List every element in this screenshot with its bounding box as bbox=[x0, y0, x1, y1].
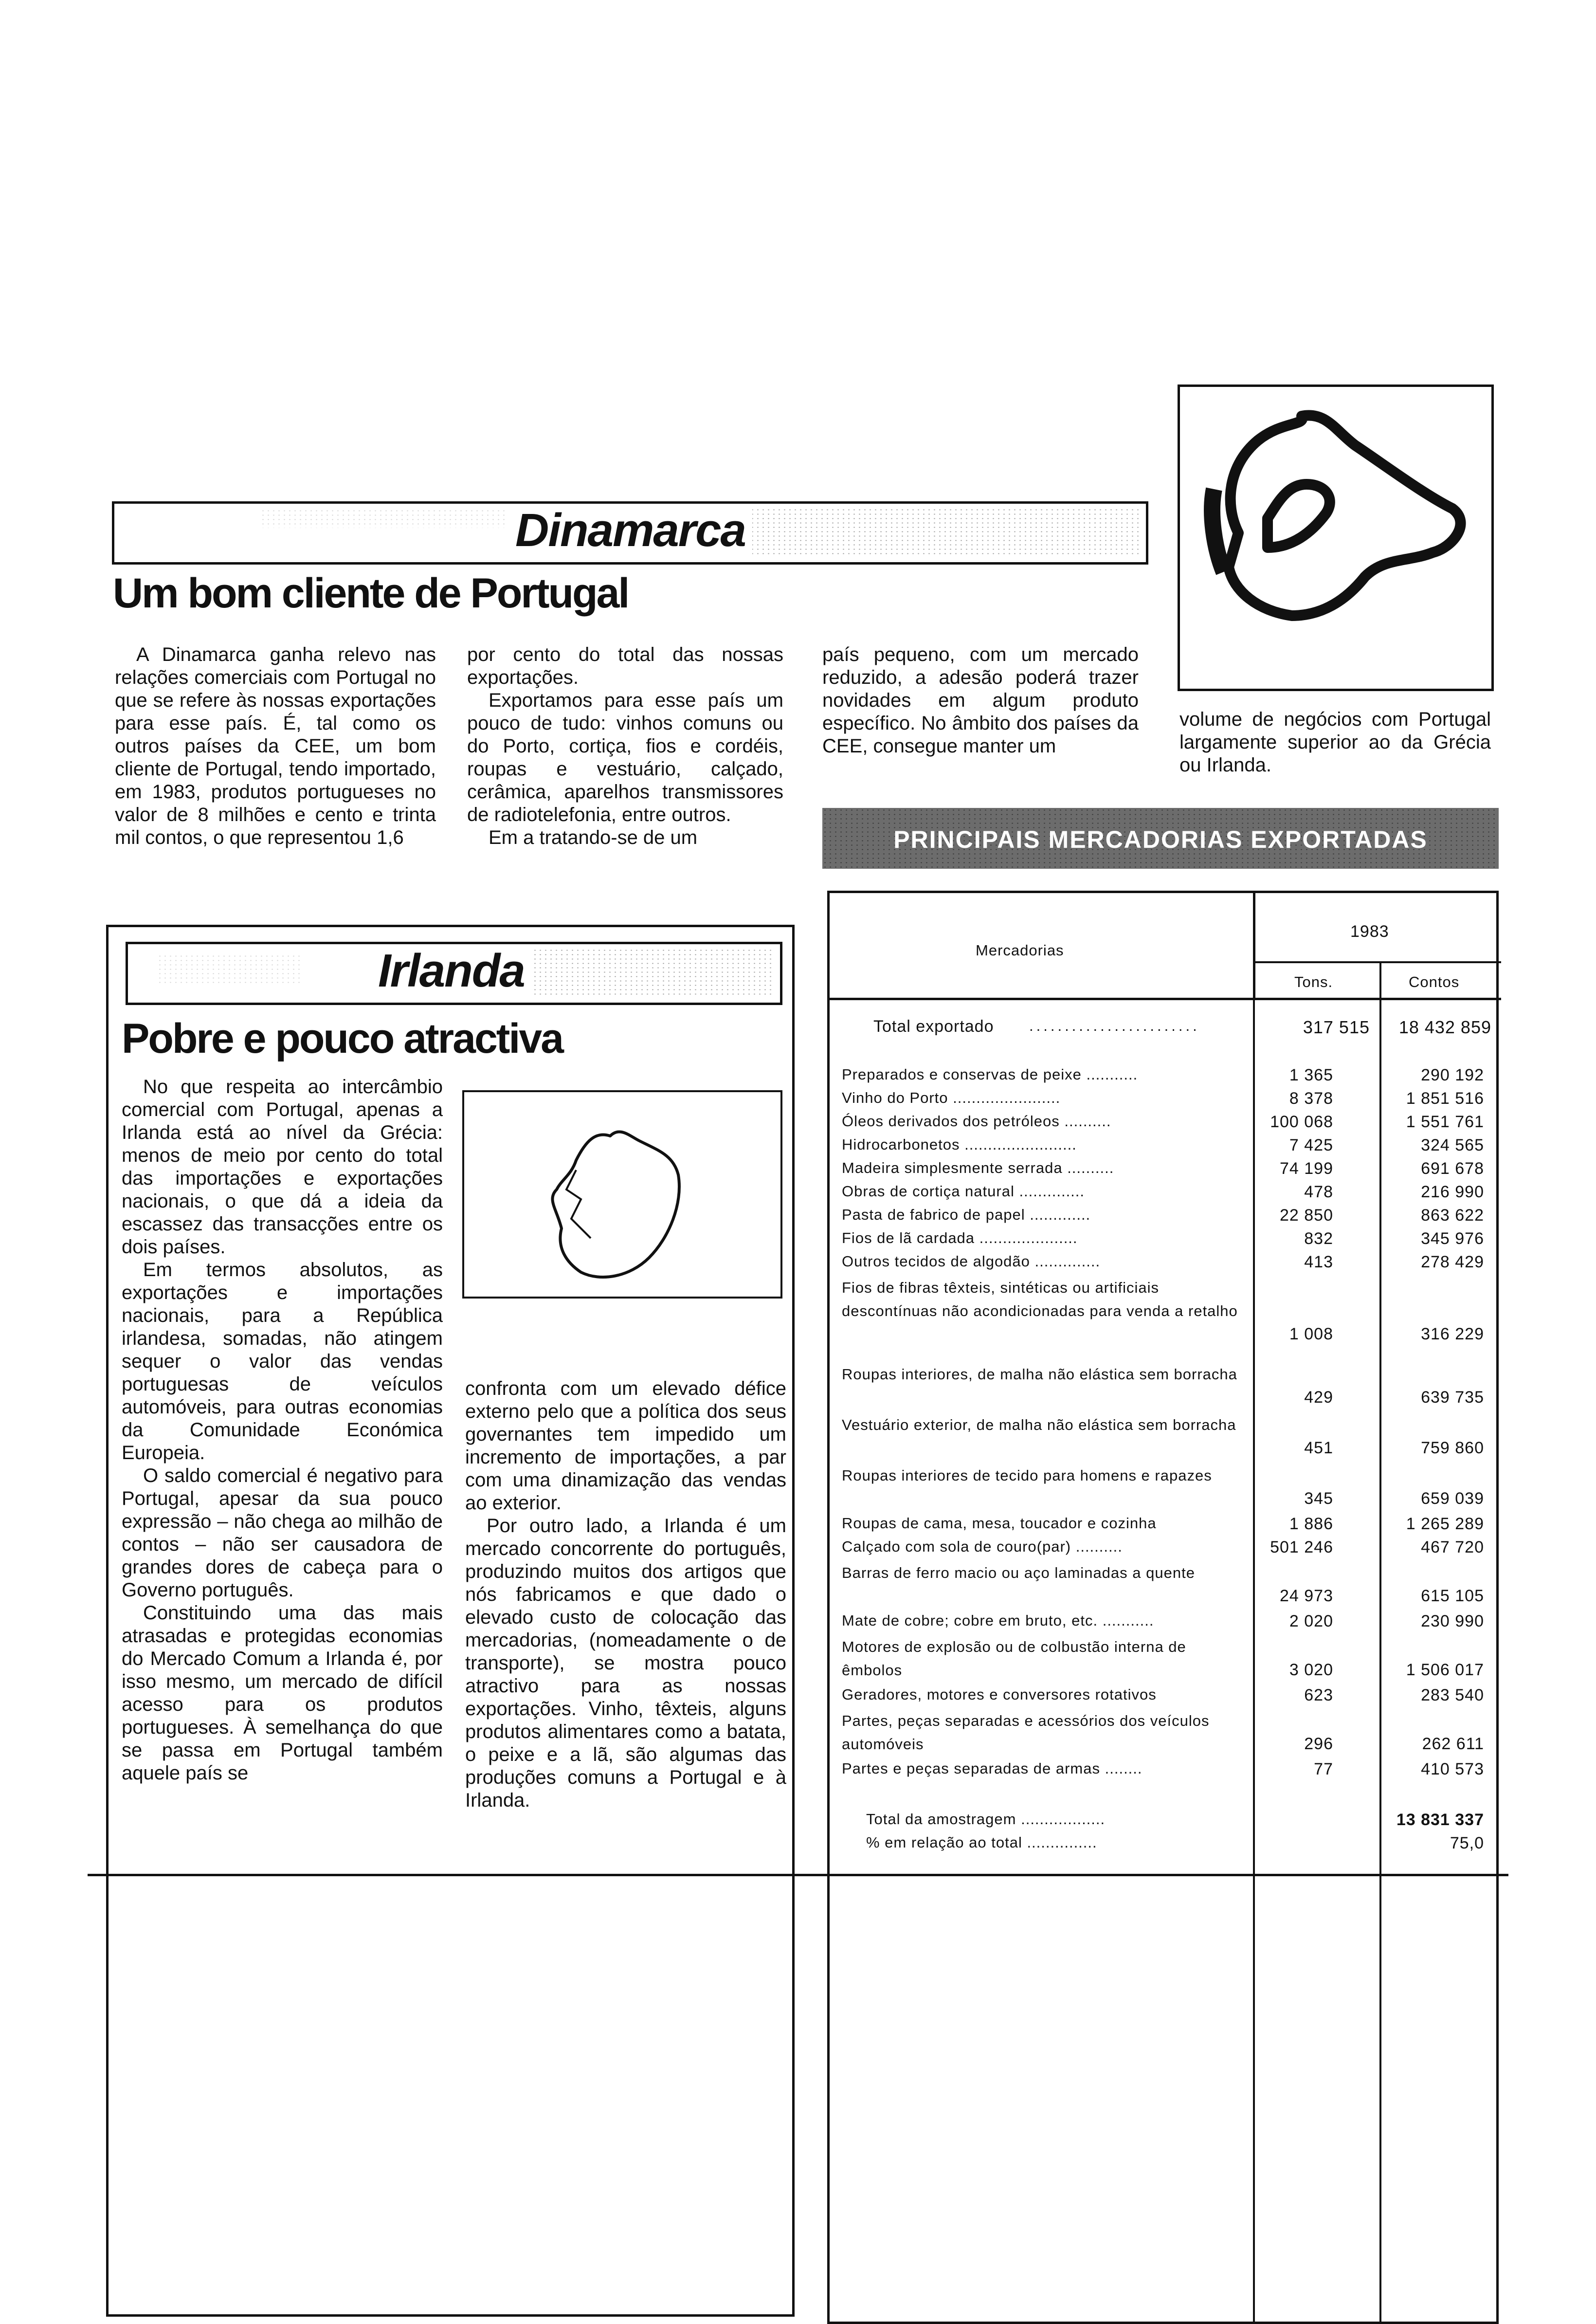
row-contos: 410 573 bbox=[1421, 1760, 1484, 1778]
dinamarca-column-4 bbox=[1179, 708, 1491, 777]
row-label: Fios de fibras têxteis, sintéticas ou artificiais descontínuas não acondicionadas para venda a retalho bbox=[842, 1279, 1238, 1319]
dinamarca-column-1 bbox=[115, 643, 436, 849]
ireland-map-outline bbox=[464, 1092, 780, 1297]
row-label: Óleos derivados dos petróleos bbox=[842, 1113, 1060, 1130]
table-row: Pasta de fabrico de papel ............. 22 850 863 622 bbox=[842, 1206, 1484, 1225]
dinamarca-section-label: Dinamarca bbox=[508, 504, 752, 557]
row-tons: 832 bbox=[1304, 1229, 1333, 1248]
pct-total-row: % em relação ao total ............... 75,0 bbox=[866, 1834, 1484, 1852]
divider bbox=[1253, 893, 1255, 1000]
table-row bbox=[842, 1709, 1494, 1758]
table-row bbox=[842, 1635, 1494, 1684]
row-label: Roupas interiores, de malha não elástica sem borracha bbox=[842, 1366, 1237, 1383]
row-contos: 262 611 bbox=[1422, 1735, 1484, 1753]
row-tons: 429 bbox=[1304, 1388, 1333, 1407]
total-exported-leader: ........................ bbox=[1029, 1017, 1200, 1034]
row-label: Roupas interiores de tecido para homens e rapazes bbox=[842, 1467, 1212, 1484]
row-label: Pasta de fabrico de papel bbox=[842, 1206, 1025, 1223]
row-tons: 413 bbox=[1304, 1253, 1333, 1271]
table-row bbox=[842, 1276, 1494, 1349]
irlanda-column-2 bbox=[465, 1377, 786, 1812]
table-row: Madeira simplesmente serrada .......... 74 199 691 678 bbox=[842, 1159, 1484, 1178]
col-header-mercadorias: Mercadorias bbox=[976, 942, 1064, 959]
row-contos: 467 720 bbox=[1421, 1538, 1484, 1556]
row-tons: 345 bbox=[1304, 1489, 1333, 1508]
dinamarca-paragraph: Exportamos para esse país um pouco de tudo: vinhos comuns ou do Porto, cortiça, fios e cordéis, roupas e vestuário, calçado, cerâmica, aparelhos transmissores de radiotelefonia, entre outros. bbox=[467, 690, 783, 825]
row-contos: 1 506 017 bbox=[1406, 1661, 1484, 1679]
row-label: Motores de explosão ou de colbustão interna de êmbolos bbox=[842, 1638, 1186, 1679]
row-contos: 316 229 bbox=[1421, 1325, 1484, 1343]
total-exported-contos: 18 432 859 bbox=[1398, 1017, 1491, 1037]
sample-total-contos: 13 831 337 bbox=[1396, 1811, 1484, 1829]
row-contos: 216 990 bbox=[1421, 1183, 1484, 1201]
row-label: Roupas de cama, mesa, toucador e cozinha bbox=[842, 1515, 1157, 1532]
row-tons: 22 850 bbox=[1280, 1206, 1333, 1225]
row-contos: 283 540 bbox=[1421, 1686, 1484, 1704]
row-tons: 623 bbox=[1304, 1686, 1333, 1704]
row-contos: 230 990 bbox=[1421, 1612, 1484, 1630]
sample-total-row: Total da amostragem .................. 13 831 337 bbox=[866, 1811, 1484, 1829]
table-row bbox=[842, 1686, 1494, 1707]
row-tons: 100 068 bbox=[1270, 1113, 1333, 1131]
row-label: Barras de ferro macio ou aço laminadas a quente bbox=[842, 1564, 1195, 1581]
denmark-map bbox=[1178, 384, 1494, 691]
dinamarca-paragraph: volume de negócios com Portugal largamente superior ao da Grécia ou Irlanda. bbox=[1179, 709, 1491, 776]
table-row bbox=[842, 1561, 1494, 1610]
irlanda-column-1 bbox=[122, 1076, 443, 1785]
irlanda-section-label: Irlanda bbox=[371, 944, 531, 998]
row-contos: 290 192 bbox=[1421, 1066, 1484, 1084]
col-header-year: 1983 bbox=[1350, 922, 1389, 941]
row-label: Vinho do Porto bbox=[842, 1089, 948, 1106]
row-label: Partes, peças separadas e acessórios dos veículos automóveis bbox=[842, 1712, 1210, 1753]
row-contos: 1 851 516 bbox=[1406, 1089, 1484, 1108]
table-row: Preparados e conservas de peixe ........... 1 365 290 192 bbox=[842, 1066, 1484, 1084]
irlanda-paragraph: O saldo comercial é negativo para Portugal, apesar da sua pouco expressão – não chega ao milhão de contos – não ser causadora de grandes dores de cabeça para o Governo português. bbox=[122, 1465, 443, 1601]
row-tons: 2 020 bbox=[1289, 1612, 1333, 1630]
row-label: Obras de cortiça natural bbox=[842, 1183, 1015, 1200]
ireland-map bbox=[462, 1090, 782, 1299]
row-label: Preparados e conservas de peixe bbox=[842, 1066, 1082, 1083]
dinamarca-headline: Um bom cliente de Portugal bbox=[113, 570, 629, 617]
dinamarca-column-3 bbox=[822, 643, 1139, 758]
row-tons: 478 bbox=[1304, 1183, 1333, 1201]
table-row: Outros tecidos de algodão .............. 413 278 429 bbox=[842, 1253, 1484, 1271]
col-header-tons: Tons. bbox=[1294, 973, 1333, 990]
row-label: Calçado com sola de couro(par) bbox=[842, 1538, 1071, 1555]
speckle-texture bbox=[527, 948, 775, 997]
irlanda-headline: Pobre e pouco atractiva bbox=[122, 1015, 562, 1062]
pct-total-label: % em relação ao total bbox=[866, 1834, 1022, 1851]
col-header-contos: Contos bbox=[1409, 973, 1460, 990]
table-row: Vinho do Porto ....................... 8 378 1 851 516 bbox=[842, 1089, 1484, 1108]
speckle-texture bbox=[718, 508, 1141, 556]
table-row bbox=[842, 1464, 1494, 1513]
table-row: Obras de cortiça natural .............. 478 216 990 bbox=[842, 1183, 1484, 1201]
speckle-texture bbox=[157, 954, 303, 983]
row-label: Partes e peças separadas de armas bbox=[842, 1760, 1100, 1777]
row-tons: 296 bbox=[1304, 1735, 1333, 1753]
row-label: Mate de cobre; cobre em bruto, etc. bbox=[842, 1612, 1098, 1629]
total-exported-tons: 317 515 bbox=[1303, 1017, 1370, 1037]
table-row: Fios de lã cardada ..................... 832 345 976 bbox=[842, 1229, 1484, 1248]
table-row: Hidrocarbonetos ........................ 7 425 324 565 bbox=[842, 1136, 1484, 1154]
irlanda-paragraph: Constituindo uma das mais atrasadas e protegidas economias do Mercado Comum a Irlanda é, por isso mesmo, um mercado de difícil acesso para os produtos portugueses. À semelhança do que se passa em Portugal também aquele país se bbox=[122, 1602, 443, 1784]
row-contos: 863 622 bbox=[1421, 1206, 1484, 1225]
row-contos: 615 105 bbox=[1421, 1587, 1484, 1605]
row-contos: 639 735 bbox=[1421, 1388, 1484, 1407]
row-label: Hidrocarbonetos bbox=[842, 1136, 960, 1153]
row-tons: 7 425 bbox=[1289, 1136, 1333, 1154]
table-row: Óleos derivados dos petróleos .......... 100 068 1 551 761 bbox=[842, 1113, 1484, 1131]
row-contos: 345 976 bbox=[1421, 1229, 1484, 1248]
row-tons: 24 973 bbox=[1280, 1587, 1333, 1605]
row-label: Outros tecidos de algodão bbox=[842, 1253, 1030, 1270]
irlanda-paragraph: Por outro lado, a Irlanda é um mercado concorrente do português, produzindo muitos dos artigos que nós fabricamos e que dado o elevado custo de colocação das mercadorias, (nomeadamente o de transporte), se mostra pouco atractivo para as nossas exportações. Vinho, têxteis, alguns produtos alimentares como a batata, o peixe e a lã, são algumas das produções comuns a Portugal e à Irlanda. bbox=[465, 1515, 786, 1811]
divider bbox=[830, 998, 1501, 1000]
row-tons: 1 365 bbox=[1289, 1066, 1333, 1084]
irlanda-section-bar bbox=[126, 942, 782, 1005]
row-tons: 3 020 bbox=[1289, 1661, 1333, 1679]
irlanda-paragraph: confronta com um elevado défice externo pelo que a política dos seus governantes tem impedido um incremento de importações, a par com uma dinamização das vendas ao exterior. bbox=[465, 1378, 786, 1514]
row-tons: 1 886 bbox=[1289, 1515, 1333, 1533]
dinamarca-paragraph: Em a tratando-se de um bbox=[489, 827, 698, 848]
row-contos: 324 565 bbox=[1421, 1136, 1484, 1154]
row-tons: 77 bbox=[1314, 1760, 1333, 1778]
row-contos: 759 860 bbox=[1421, 1439, 1484, 1457]
divider bbox=[1379, 961, 1381, 1000]
table-banner bbox=[822, 808, 1499, 869]
table-row: Partes e peças separadas de armas ........ 77 410 573 bbox=[842, 1760, 1484, 1778]
row-label: Vestuário exterior, de malha não elástica sem borracha bbox=[842, 1416, 1236, 1433]
dinamarca-paragraph: país pequeno, com um mercado reduzido, a adesão poderá trazer novidades em algum produto específico. No âmbito dos países da CEE, consegue manter um bbox=[822, 644, 1139, 757]
dinamarca-paragraph: por cento do total das nossas exportações. bbox=[467, 644, 783, 688]
table-row bbox=[842, 1515, 1494, 1536]
bottom-rule bbox=[88, 1874, 1508, 1876]
dinamarca-column-2 bbox=[467, 643, 783, 849]
denmark-map-outline bbox=[1180, 387, 1491, 689]
total-exported-label: Total exportado bbox=[873, 1017, 994, 1036]
table-banner-title: PRINCIPAIS MERCADORIAS EXPORTADAS bbox=[893, 826, 1428, 853]
table-row: Calçado com sola de couro(par) .......... 501 246 467 720 bbox=[842, 1538, 1484, 1556]
row-tons: 74 199 bbox=[1280, 1159, 1333, 1178]
row-contos: 659 039 bbox=[1421, 1489, 1484, 1508]
dinamarca-paragraph: A Dinamarca ganha relevo nas relações comerciais com Portugal no que se refere às nossas exportações para esse país. É, tal como os outros países da CEE, um bom cliente de Portugal, tendo importado, em 1983, produtos portugueses no valor de 8 milhões e cento e trinta mil contos, o que representou 1,6 bbox=[115, 644, 436, 848]
irlanda-paragraph: Em termos absolutos, as exportações e importações nacionais, para a República irlandesa, somadas, não atingem sequer o valor das vendas portuguesas de veículos automóveis, para outras economias da Comunidade Económica Europeia. bbox=[122, 1259, 443, 1464]
row-contos: 1 265 289 bbox=[1406, 1515, 1484, 1533]
row-tons: 501 246 bbox=[1270, 1538, 1333, 1556]
irlanda-paragraph: No que respeita ao intercâmbio comercial com Portugal, apenas a Irlanda está ao nível da Grécia: menos de meio por cento do total das importações e exportações nacionais, o que dá a ideia da escassez das transacções entre os dois países. bbox=[122, 1076, 443, 1258]
table-row: Mate de cobre; cobre em bruto, etc. ........... 2 020 230 990 bbox=[842, 1612, 1484, 1630]
table-row bbox=[842, 1413, 1494, 1462]
table-row bbox=[842, 1363, 1494, 1411]
row-tons: 8 378 bbox=[1289, 1089, 1333, 1108]
row-contos: 1 551 761 bbox=[1406, 1113, 1484, 1131]
sample-total-label: Total da amostragem bbox=[866, 1811, 1016, 1828]
row-label: Fios de lã cardada bbox=[842, 1229, 975, 1246]
divider bbox=[1253, 961, 1501, 963]
row-tons: 451 bbox=[1304, 1439, 1333, 1457]
row-contos: 691 678 bbox=[1421, 1159, 1484, 1178]
pct-total-value: 75,0 bbox=[1450, 1834, 1484, 1852]
row-label: Geradores, motores e conversores rotativos bbox=[842, 1686, 1157, 1703]
row-tons: 1 008 bbox=[1289, 1325, 1333, 1343]
row-contos: 278 429 bbox=[1421, 1253, 1484, 1271]
row-label: Madeira simplesmente serrada bbox=[842, 1159, 1063, 1176]
dinamarca-section-bar bbox=[112, 501, 1148, 565]
